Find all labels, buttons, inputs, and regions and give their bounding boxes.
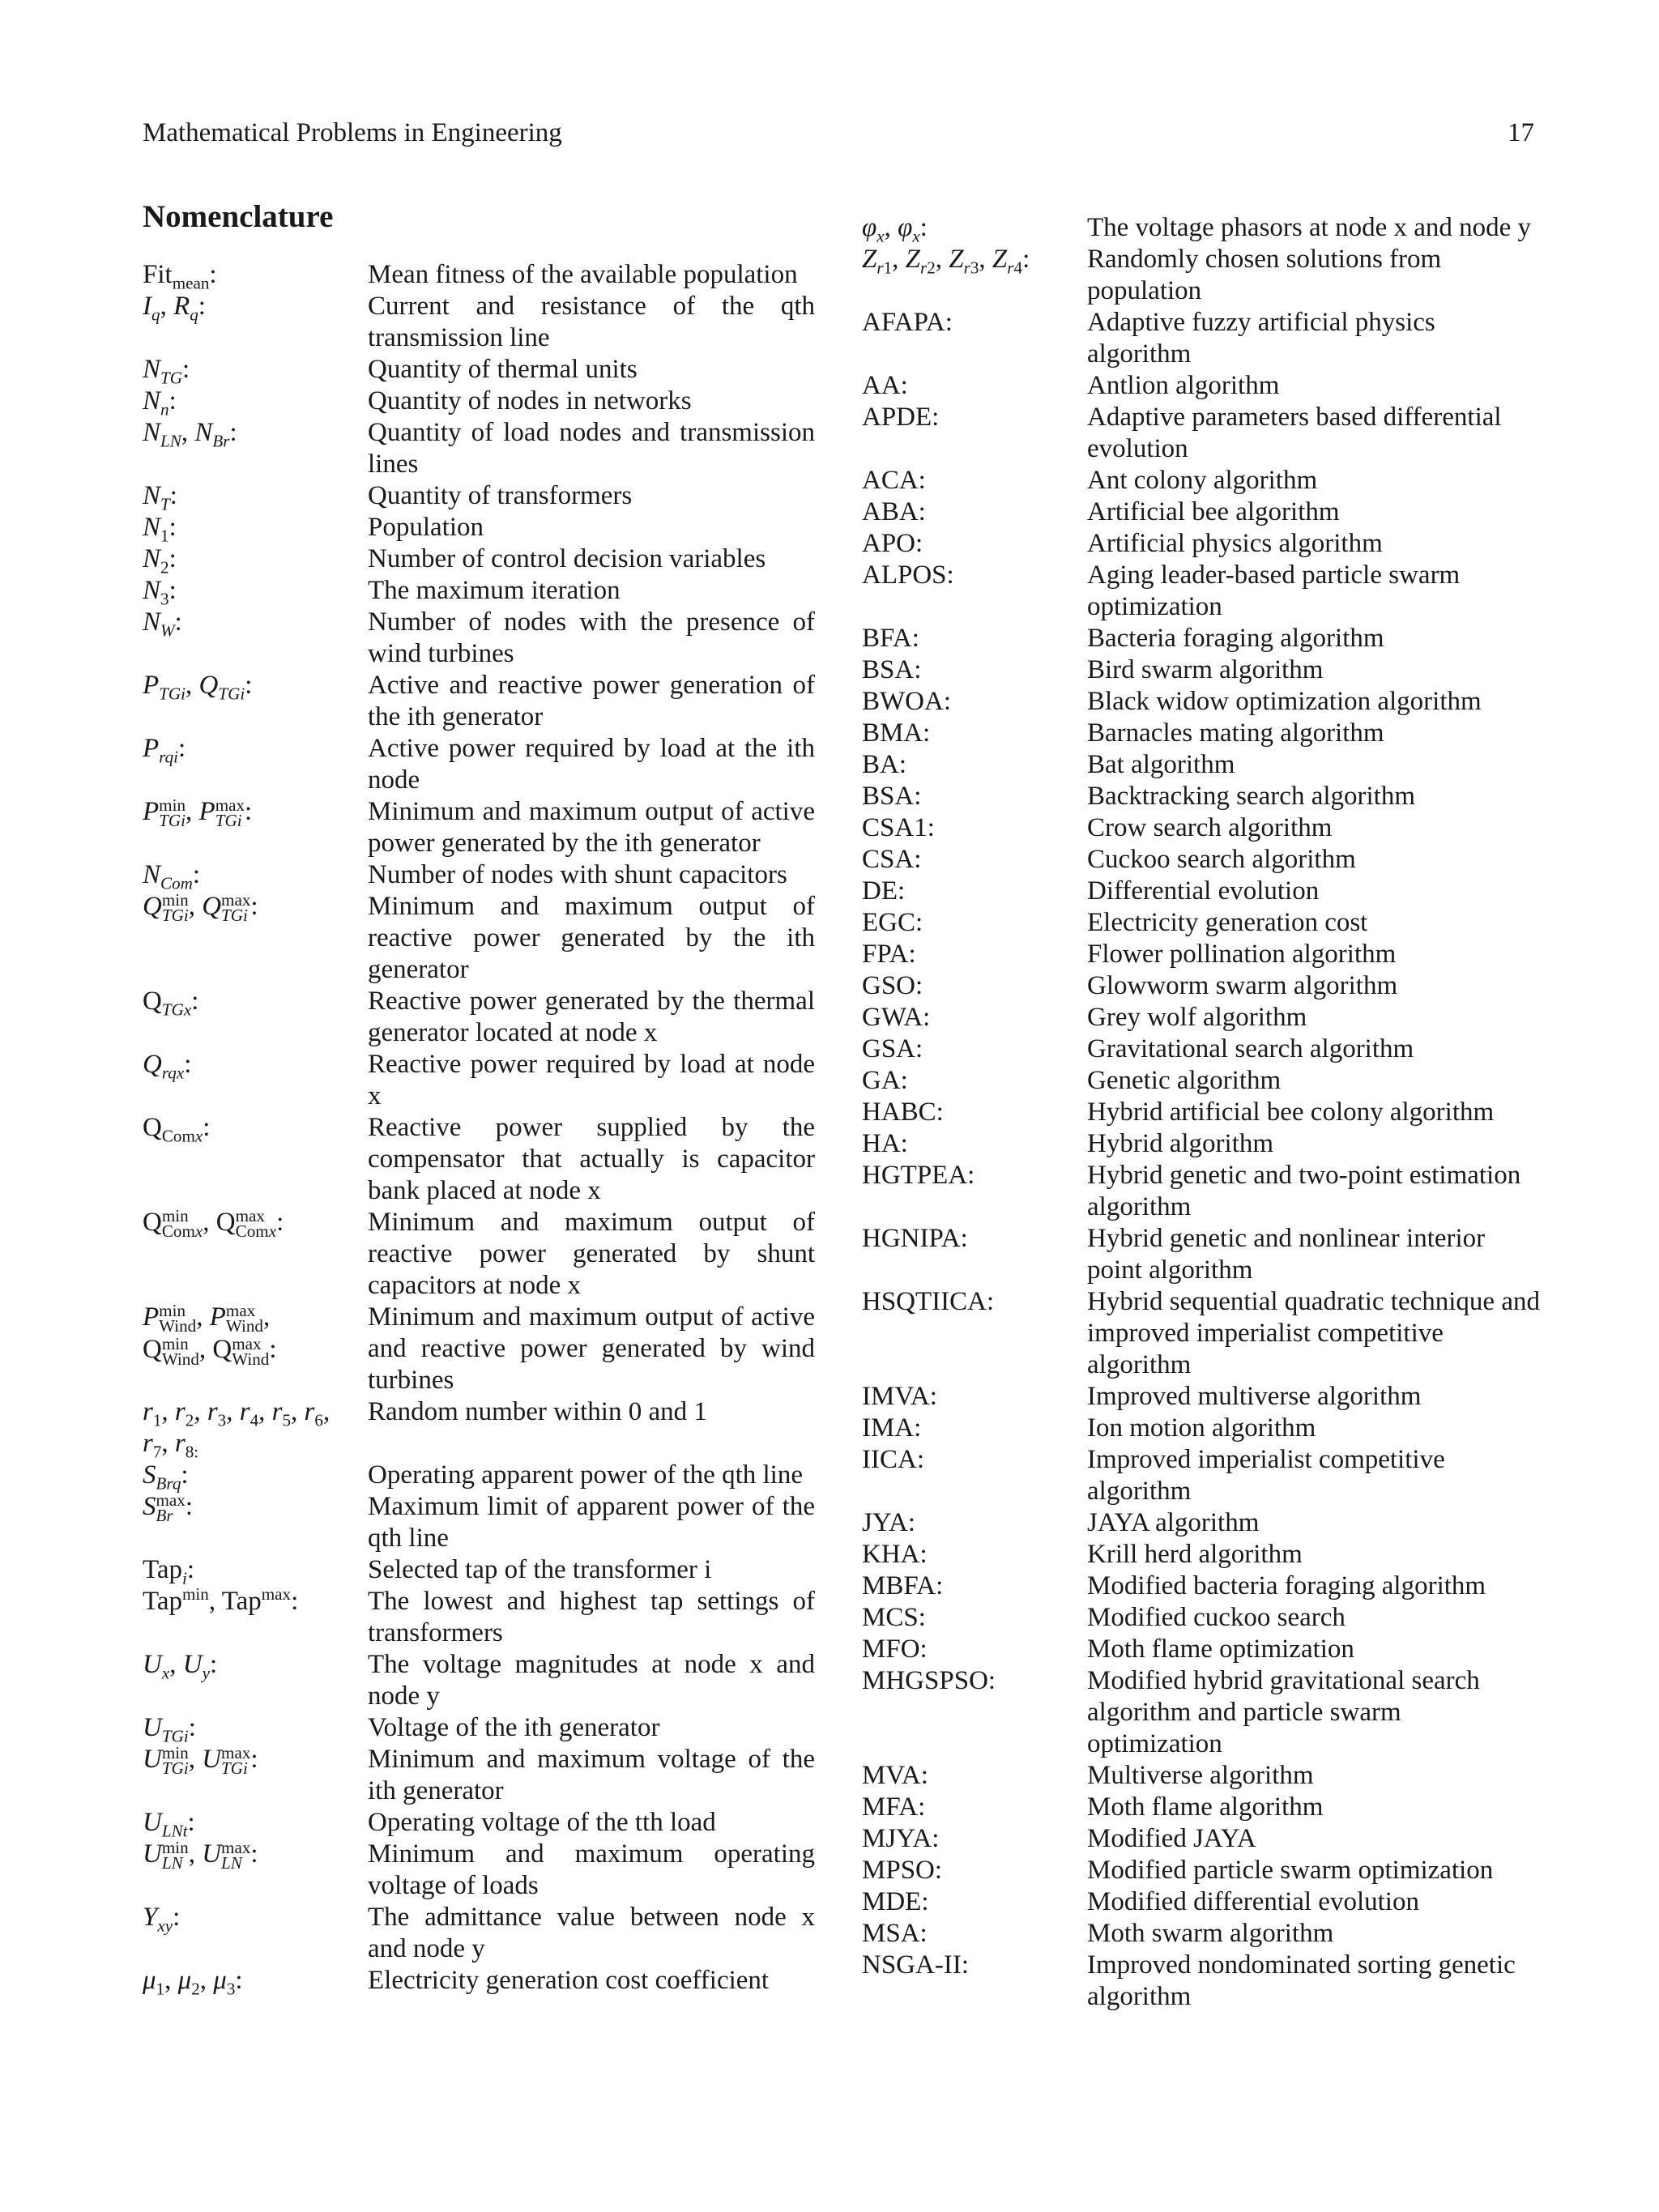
nomenclature-term: BA: — [862, 750, 907, 779]
nomenclature-term: BFA: — [862, 624, 919, 653]
nomenclature-entry — [862, 370, 1542, 402]
nomenclature-entry — [862, 876, 1542, 907]
nomenclature-entry — [143, 259, 815, 291]
nomenclature-entry — [862, 1539, 1542, 1571]
nomenclature-definition: Artificial physics algorithm — [1087, 529, 1383, 558]
nomenclature-definition: Electricity generation cost — [1087, 908, 1368, 937]
nomenclature-definition: Adaptive parameters based differential evolution — [1087, 403, 1502, 463]
nomenclature-entry — [862, 718, 1542, 749]
nomenclature-definition: Ion motion algorithm — [1087, 1413, 1316, 1443]
nomenclature-entry — [862, 1002, 1542, 1034]
nomenclature-term: BSA: — [862, 655, 922, 684]
nomenclature-term: GSO: — [862, 971, 923, 1000]
nomenclature-entry — [862, 907, 1542, 939]
nomenclature-definition: Grey wolf algorithm — [1087, 1003, 1307, 1032]
nomenclature-entry — [862, 1760, 1542, 1792]
section-title: Nomenclature — [143, 199, 334, 234]
nomenclature-entry — [143, 796, 815, 859]
nomenclature-definition: Electricity generation cost coefficient — [368, 1966, 770, 1995]
nomenclature-entry — [143, 1491, 815, 1554]
nomenclature-entry — [143, 1744, 815, 1807]
nomenclature-entry — [862, 749, 1542, 781]
nomenclature-definition: The lowest and highest tap settings of transformers — [368, 1587, 815, 1647]
nomenclature-entry — [862, 1507, 1542, 1539]
nomenclature-definition: Number of control decision variables — [368, 544, 766, 573]
nomenclature-term: U min TGi , U max TGi : — [143, 1743, 258, 1779]
nomenclature-definition: Flower pollination algorithm — [1087, 940, 1397, 969]
nomenclature-term: ALPOS: — [862, 560, 954, 590]
nomenclature-term: HA: — [862, 1129, 908, 1158]
nomenclature-entry — [143, 512, 815, 546]
nomenclature-entry — [143, 1965, 815, 1997]
nomenclature-definition: Multiverse algorithm — [1087, 1761, 1314, 1790]
nomenclature-term: GSA: — [862, 1034, 923, 1063]
nomenclature-entry — [862, 244, 1542, 307]
nomenclature-definition: Current and resistance of the qth transmission line — [368, 292, 815, 352]
nomenclature-definition: Randomly chosen solutions from population — [1087, 245, 1442, 305]
nomenclature-definition: Differential evolution — [1087, 876, 1320, 906]
nomenclature-entry — [862, 1286, 1542, 1381]
nomenclature-entry — [143, 607, 815, 670]
nomenclature-entry — [862, 1950, 1542, 2013]
nomenclature-left-column — [143, 259, 815, 1997]
nomenclature-entry — [862, 1602, 1542, 1634]
nomenclature-definition: Population — [368, 513, 484, 542]
nomenclature-term: IMVA: — [862, 1382, 937, 1411]
nomenclature-definition: Number of nodes with shunt capacitors — [368, 860, 787, 889]
nomenclature-term: $P_{rqi}$: — [143, 734, 186, 767]
nomenclature-entry — [143, 1396, 815, 1460]
nomenclature-definition: Ant colony algorithm — [1087, 466, 1318, 495]
nomenclature-entry — [143, 1112, 815, 1207]
nomenclature-entry — [143, 354, 815, 386]
journal-title: Mathematical Problems in Engineering — [143, 118, 562, 147]
nomenclature-definition: Genetic algorithm — [1087, 1066, 1282, 1095]
nomenclature-entry — [862, 1665, 1542, 1760]
nomenclature-definition: Mean fitness of the available population — [368, 260, 798, 289]
nomenclature-definition: Minimum and maximum operating voltage of loads — [368, 1839, 815, 1900]
nomenclature-definition: Bacteria foraging algorithm — [1087, 624, 1384, 653]
nomenclature-term: $U_x$, $U_y$: — [143, 1650, 218, 1683]
nomenclature-entry — [143, 480, 815, 512]
nomenclature-term: S max Br : — [143, 1490, 194, 1526]
nomenclature-term: $N_3$: — [143, 576, 177, 609]
nomenclature-definition: Modified differential evolution — [1087, 1887, 1419, 1916]
nomenclature-entry — [862, 686, 1542, 718]
nomenclature-definition: Operating voltage of the tth load — [368, 1808, 716, 1837]
nomenclature-term: EGC: — [862, 908, 923, 937]
nomenclature-term: $U_{LNt}$: — [143, 1808, 195, 1841]
nomenclature-term: Tap$_i$: — [143, 1555, 195, 1588]
nomenclature-term: CSA1: — [862, 813, 935, 842]
nomenclature-definition: Improved multiverse algorithm — [1087, 1382, 1422, 1411]
nomenclature-term: NSGA-II: — [862, 1950, 969, 1980]
nomenclature-entry — [862, 1918, 1542, 1950]
nomenclature-entry — [862, 1065, 1542, 1097]
nomenclature-entry — [862, 1097, 1542, 1128]
nomenclature-term: $N_2$: — [143, 544, 177, 578]
nomenclature-entry — [862, 844, 1542, 876]
nomenclature-entry — [862, 1381, 1542, 1413]
nomenclature-term: Q min Comx , Q max Comx : — [143, 1206, 284, 1242]
nomenclature-term: MPSO: — [862, 1856, 943, 1885]
nomenclature-entry — [143, 733, 815, 796]
nomenclature-term: MBFA: — [862, 1571, 944, 1600]
nomenclature-definition: Minimum and maximum output of active power generated by the ith generator — [368, 797, 815, 858]
nomenclature-definition: Reactive power generated by the thermal generator located at node x — [368, 987, 815, 1047]
nomenclature-term: JYA: — [862, 1508, 916, 1537]
nomenclature-term: $Q_{Comx}$: — [143, 1113, 211, 1146]
nomenclature-definition: Moth flame algorithm — [1087, 1792, 1324, 1822]
nomenclature-term: MHGSPSO: — [862, 1666, 996, 1695]
nomenclature-term: $N_{Com}$: — [143, 860, 201, 893]
nomenclature-definition: Glowworm swarm algorithm — [1087, 971, 1398, 1000]
nomenclature-definition: Moth flame optimization — [1087, 1634, 1354, 1664]
nomenclature-term: $Z_{r1}$, $Z_{r2}$, $Z_{r3}$, $Z_{r4}$: — [862, 245, 1030, 278]
nomenclature-term: HSQTIICA: — [862, 1287, 995, 1316]
nomenclature-term: BMA: — [862, 718, 931, 748]
nomenclature-definition: Improved nondominated sorting genetic algorithm — [1087, 1950, 1516, 2011]
nomenclature-term: Tap$^{min}$, Tap$^{max}$: — [143, 1584, 299, 1616]
nomenclature-term: $Q_{TGx}$: — [143, 987, 199, 1020]
nomenclature-definition: Gravitational search algorithm — [1087, 1034, 1414, 1063]
nomenclature-term: $N_{LN}$, $N_{Br}$: — [143, 418, 237, 451]
nomenclature-entry — [143, 417, 815, 480]
nomenclature-entry — [143, 1839, 815, 1902]
nomenclature-definition: Cuckoo search algorithm — [1087, 845, 1356, 874]
nomenclature-term: ACA: — [862, 466, 926, 495]
nomenclature-definition: Voltage of the ith generator — [368, 1713, 660, 1742]
nomenclature-term: $I_q$, $R_q$: — [143, 292, 206, 325]
nomenclature-definition: Active power required by load at the ith node — [368, 734, 815, 795]
nomenclature-term: APO: — [862, 529, 923, 558]
nomenclature-definition: Hybrid genetic and nonlinear interior point algorithm — [1087, 1224, 1486, 1285]
nomenclature-term: $N_{TG}$: — [143, 355, 190, 388]
nomenclature-term: APDE: — [862, 403, 940, 432]
nomenclature-entry — [862, 1634, 1542, 1665]
nomenclature-definition: Quantity of transformers — [368, 481, 633, 510]
nomenclature-right-column — [862, 212, 1542, 2013]
nomenclature-entry — [862, 781, 1542, 812]
nomenclature-entry — [862, 1160, 1542, 1223]
nomenclature-definition: Barnacles mating algorithm — [1087, 718, 1384, 748]
nomenclature-entry — [143, 1807, 815, 1839]
nomenclature-term: Fit$_{mean}$: — [143, 260, 217, 293]
nomenclature-definition: Active and reactive power generation of the ith generator — [368, 671, 815, 731]
nomenclature-entry — [143, 1902, 815, 1965]
nomenclature-entry — [862, 528, 1542, 560]
nomenclature-term: MDE: — [862, 1887, 929, 1916]
nomenclature-definition: The maximum iteration — [368, 576, 621, 605]
nomenclature-term: $N_n$: — [143, 386, 177, 420]
nomenclature-definition: Moth swarm algorithm — [1087, 1919, 1334, 1948]
nomenclature-definition: Crow search algorithm — [1087, 813, 1333, 842]
nomenclature-definition: The voltage magnitudes at node x and node y — [368, 1650, 815, 1711]
nomenclature-term: GWA: — [862, 1003, 931, 1032]
nomenclature-term: HGTPEA: — [862, 1161, 975, 1190]
nomenclature-entry — [862, 465, 1542, 497]
nomenclature-definition: Hybrid genetic and two-point estimation algorithm — [1087, 1161, 1521, 1221]
page-number: 17 — [1508, 118, 1534, 147]
nomenclature-entry — [862, 212, 1542, 244]
nomenclature-term: MVA: — [862, 1761, 928, 1790]
nomenclature-entry — [143, 1649, 815, 1712]
nomenclature-term: $\varphi_x$, $\varphi_x$: — [862, 213, 928, 246]
nomenclature-entry — [862, 654, 1542, 686]
nomenclature-term: DE: — [862, 876, 906, 906]
nomenclature-definition: Operating apparent power of the qth line — [368, 1460, 803, 1490]
nomenclature-entry — [862, 402, 1542, 465]
nomenclature-entry — [862, 1444, 1542, 1507]
nomenclature-definition: The admittance value between node x and node y — [368, 1903, 815, 1963]
nomenclature-definition: Bat algorithm — [1087, 750, 1235, 779]
nomenclature-entry — [862, 1792, 1542, 1823]
nomenclature-entry — [862, 1886, 1542, 1918]
nomenclature-term: $N_W$: — [143, 607, 182, 641]
nomenclature-entry — [143, 386, 815, 420]
nomenclature-term: $Y_{xy}$: — [143, 1903, 181, 1936]
nomenclature-entry — [862, 560, 1542, 623]
nomenclature-term: IICA: — [862, 1445, 924, 1474]
nomenclature-entry — [143, 543, 815, 578]
nomenclature-definition: Quantity of thermal units — [368, 355, 638, 384]
nomenclature-term: KHA: — [862, 1540, 928, 1569]
nomenclature-term: HABC: — [862, 1097, 944, 1127]
nomenclature-term: $\mu_1$, $\mu_2$, $\mu_3$: — [143, 1966, 243, 1999]
nomenclature-entry — [143, 1554, 815, 1586]
nomenclature-definition: Hybrid algorithm — [1087, 1129, 1274, 1158]
nomenclature-entry — [143, 1712, 815, 1744]
nomenclature-term: P min TGi , P max TGi : — [143, 795, 253, 831]
nomenclature-definition: The voltage phasors at node x and node y — [1087, 213, 1532, 242]
nomenclature-entry — [862, 812, 1542, 844]
nomenclature-definition: Krill herd algorithm — [1087, 1540, 1303, 1569]
nomenclature-entry — [862, 497, 1542, 528]
nomenclature-entry — [862, 1223, 1542, 1286]
nomenclature-definition: Reactive power supplied by the compensator that actually is capacitor bank placed at node x — [368, 1113, 815, 1205]
nomenclature-entry — [862, 970, 1542, 1002]
nomenclature-entry — [862, 1128, 1542, 1160]
nomenclature-definition: Improved imperialist competitive algorithm — [1087, 1445, 1445, 1506]
nomenclature-definition: Hybrid sequential quadratic technique and improved imperialist competitive algorithm — [1087, 1287, 1540, 1379]
nomenclature-definition: Minimum and maximum output of active and reactive power generated by wind turbines — [368, 1302, 815, 1395]
nomenclature-definition: Backtracking search algorithm — [1087, 782, 1416, 811]
nomenclature-term: FPA: — [862, 940, 916, 969]
nomenclature-entry — [862, 1823, 1542, 1855]
nomenclature-term: BWOA: — [862, 687, 951, 716]
nomenclature-term: MCS: — [862, 1603, 926, 1632]
nomenclature-entry — [143, 1207, 815, 1302]
nomenclature-definition: Bird swarm algorithm — [1087, 655, 1324, 684]
nomenclature-definition: Modified bacteria foraging algorithm — [1087, 1571, 1486, 1600]
nomenclature-entry — [862, 1571, 1542, 1602]
page-header — [143, 118, 1534, 154]
nomenclature-term: AFAPA: — [862, 308, 953, 337]
nomenclature-term: ABA: — [862, 497, 926, 526]
nomenclature-entry — [143, 575, 815, 607]
nomenclature-entry — [862, 1034, 1542, 1065]
nomenclature-term: MSA: — [862, 1919, 928, 1948]
nomenclature-definition: Adaptive fuzzy artificial physics algorithm — [1087, 308, 1435, 369]
nomenclature-term: $N_1$: — [143, 513, 177, 546]
nomenclature-definition: JAYA algorithm — [1087, 1508, 1260, 1537]
nomenclature-term: GA: — [862, 1066, 908, 1095]
nomenclature-definition: Antlion algorithm — [1087, 371, 1280, 400]
nomenclature-term: Q min TGi , Q max TGi : — [143, 890, 258, 926]
nomenclature-entry — [143, 859, 815, 891]
nomenclature-term: MFA: — [862, 1792, 926, 1822]
nomenclature-entry — [862, 307, 1542, 370]
nomenclature-definition: Artificial bee algorithm — [1087, 497, 1340, 526]
nomenclature-entry — [862, 623, 1542, 654]
nomenclature-term: HGNIPA: — [862, 1224, 968, 1253]
nomenclature-entry — [143, 1586, 815, 1649]
nomenclature-term: CSA: — [862, 845, 922, 874]
nomenclature-definition: Aging leader-based particle swarm optimization — [1087, 560, 1461, 621]
nomenclature-entry — [143, 670, 815, 733]
nomenclature-entry — [143, 1460, 815, 1494]
nomenclature-entry — [143, 986, 815, 1049]
nomenclature-entry — [862, 939, 1542, 970]
nomenclature-term: $P_{TGi}$, $Q_{TGi}$: — [143, 671, 253, 704]
nomenclature-definition: Modified particle swarm optimization — [1087, 1856, 1494, 1885]
nomenclature-term: $S_{Brq}$: — [143, 1460, 189, 1494]
nomenclature-definition: Reactive power required by load at node x — [368, 1050, 815, 1110]
nomenclature-term: U min LN , U max LN : — [143, 1838, 258, 1873]
nomenclature-entry — [143, 1049, 815, 1112]
nomenclature-term: P min Wind , P max Wind , Q min Wind , Q max Wind : — [143, 1301, 277, 1369]
nomenclature-definition: Random number within 0 and 1 — [368, 1397, 707, 1426]
nomenclature-entry — [143, 1302, 815, 1396]
nomenclature-definition: Minimum and maximum output of reactive power generated by the ith generator — [368, 892, 815, 984]
nomenclature-term: $U_{TGi}$: — [143, 1713, 196, 1746]
nomenclature-term: MJYA: — [862, 1824, 940, 1853]
nomenclature-definition: Minimum and maximum output of reactive power generated by shunt capacitors at node x — [368, 1208, 815, 1300]
nomenclature-term: $r_1$, $r_2$, $r_3$, $r_4$, $r_5$, $r_6$, $r_7$, $r_{8:}$ — [143, 1397, 331, 1462]
nomenclature-definition: Number of nodes with the presence of wind turbines — [368, 607, 815, 668]
nomenclature-entry — [143, 891, 815, 986]
nomenclature-term: MFO: — [862, 1634, 928, 1664]
nomenclature-definition: Quantity of load nodes and transmission lines — [368, 418, 815, 479]
nomenclature-definition: Modified JAYA — [1087, 1824, 1256, 1853]
nomenclature-definition: Modified hybrid gravitational search algorithm and particle swarm optimization — [1087, 1666, 1480, 1758]
nomenclature-term: BSA: — [862, 782, 922, 811]
nomenclature-entry — [862, 1855, 1542, 1886]
nomenclature-definition: Quantity of nodes in networks — [368, 386, 692, 416]
nomenclature-term: AA: — [862, 371, 908, 400]
nomenclature-definition: Maximum limit of apparent power of the qth line — [368, 1492, 815, 1553]
nomenclature-definition: Modified cuckoo search — [1087, 1603, 1346, 1632]
nomenclature-definition: Black widow optimization algorithm — [1087, 687, 1482, 716]
nomenclature-term: IMA: — [862, 1413, 922, 1443]
nomenclature-entry — [143, 291, 815, 354]
nomenclature-definition: Minimum and maximum voltage of the ith generator — [368, 1745, 815, 1805]
nomenclature-definition: Hybrid artificial bee colony algorithm — [1087, 1097, 1495, 1127]
nomenclature-entry — [862, 1413, 1542, 1444]
nomenclature-term: $Q_{rqx}$: — [143, 1050, 192, 1083]
nomenclature-term: $N_T$: — [143, 481, 177, 514]
nomenclature-definition: Selected tap of the transformer i — [368, 1555, 712, 1584]
